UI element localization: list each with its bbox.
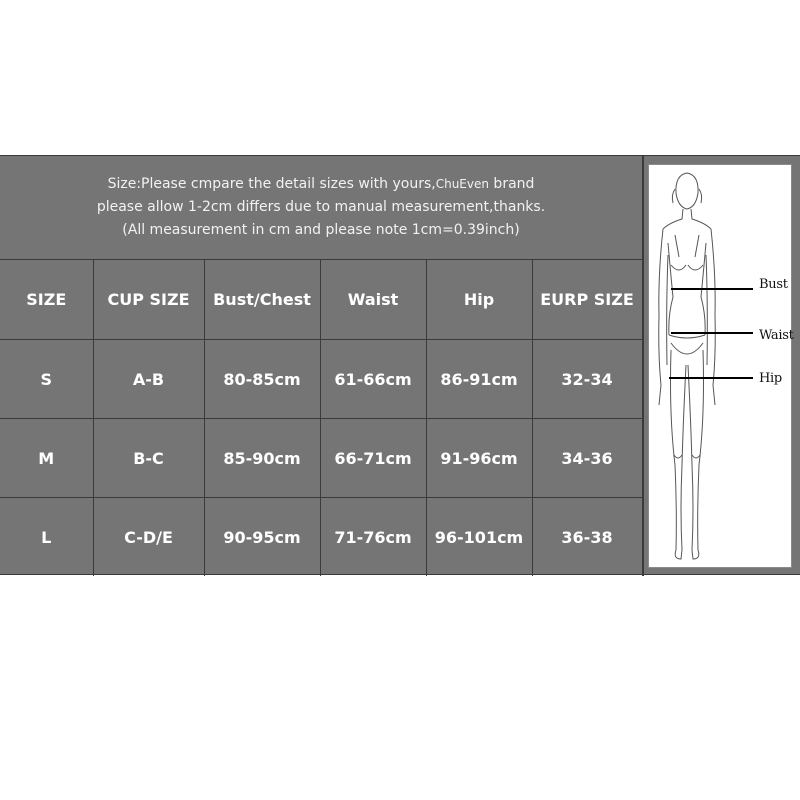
cell-hip: 96-101cm [426, 498, 532, 577]
cell-eurp-size: 36-38 [532, 498, 642, 577]
table-row [0, 340, 642, 419]
waist-label: Waist [759, 328, 794, 343]
cell-size: S [0, 340, 93, 419]
cell-size: L [0, 498, 93, 577]
note-line-3: (All measurement in cm and please note 1cm=0.39inch) [122, 222, 520, 238]
note-line-1-suffix: brand [488, 176, 535, 192]
bust-label: Bust [759, 277, 788, 292]
table-row [0, 498, 642, 577]
header-eurp-size: EURP SIZE [532, 260, 642, 340]
body-outline-icon [649, 165, 793, 569]
header-size: SIZE [0, 260, 93, 340]
header-cup-size: CUP SIZE [93, 260, 204, 340]
cell-bust: 80-85cm [204, 340, 320, 419]
header-hip: Hip [426, 260, 532, 340]
table-header-row [0, 260, 642, 340]
cell-waist: 61-66cm [320, 340, 426, 419]
body-measurement-figure [648, 164, 792, 568]
header-bust-chest: Bust/Chest [204, 260, 320, 340]
size-chart [0, 155, 800, 575]
note-line-2: please allow 1-2cm differs due to manual measurement,thanks. [96, 199, 546, 215]
note-line-1-prefix: Size:Please cmpare the detail sizes with yours, [107, 176, 436, 192]
cell-cup-size: A-B [93, 340, 204, 419]
cell-size: M [0, 419, 93, 498]
cell-bust: 85-90cm [204, 419, 320, 498]
column-divider [642, 156, 644, 576]
cell-cup-size: B-C [93, 419, 204, 498]
cell-waist: 71-76cm [320, 498, 426, 577]
note-line-1 [108, 173, 535, 196]
brand-name: ChuEven [435, 177, 489, 191]
cell-bust: 90-95cm [204, 498, 320, 577]
table-row [0, 419, 642, 498]
hip-label: Hip [759, 371, 782, 386]
cell-hip: 91-96cm [426, 419, 532, 498]
header-waist: Waist [320, 260, 426, 340]
cell-eurp-size: 32-34 [532, 340, 642, 419]
cell-cup-size: C-D/E [93, 498, 204, 577]
size-note [0, 156, 642, 259]
cell-waist: 66-71cm [320, 419, 426, 498]
size-table [0, 259, 643, 576]
cell-hip: 86-91cm [426, 340, 532, 419]
cell-eurp-size: 34-36 [532, 419, 642, 498]
